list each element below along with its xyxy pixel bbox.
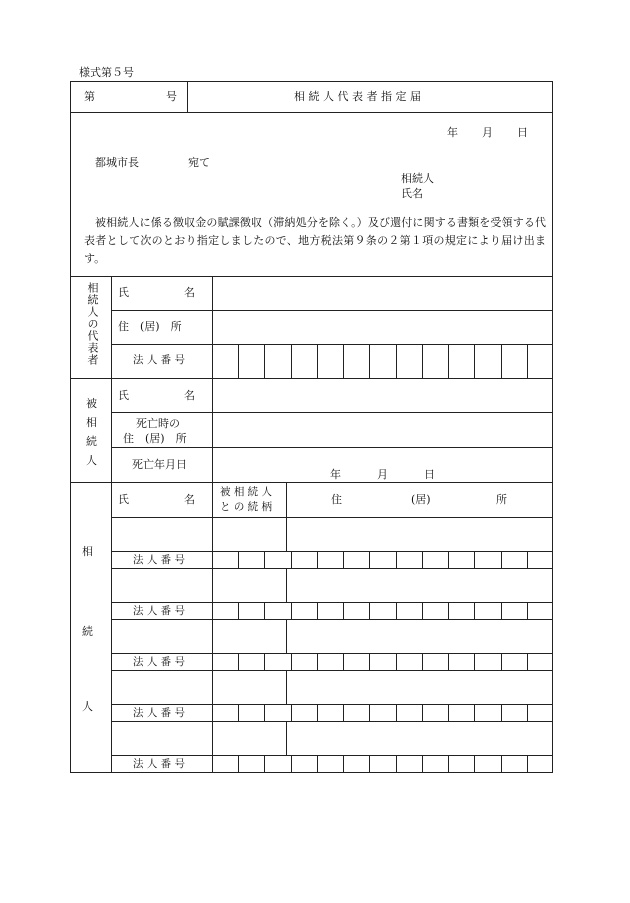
- heir-corp-no-digit-divider: [448, 551, 449, 568]
- heir-corp-no-digit-divider: [238, 551, 239, 568]
- heir-corp-no-digit-divider: [343, 755, 344, 773]
- rep-line-1: [111, 310, 553, 311]
- heir-corp-no-digit-divider: [369, 755, 370, 773]
- heir-address-sho: 所: [496, 493, 507, 506]
- heir-corp-no-label: 法 人 番 号: [133, 656, 186, 668]
- rep-corp-no-label: 法 人 番 号: [133, 354, 186, 366]
- rep-address-label: 住 (居) 所: [118, 320, 182, 333]
- heir-corp-no-digit-divider: [369, 653, 370, 670]
- heir-corp-no-digit-divider: [264, 551, 265, 568]
- heir-corp-no-digit-divider: [422, 602, 423, 619]
- heir-label-2: 続: [82, 625, 93, 638]
- heir-address-kyo: (居): [411, 493, 431, 506]
- heir-corp-no-label: 法 人 番 号: [133, 605, 186, 617]
- applicant-name-label: 氏名: [401, 187, 423, 200]
- heir-entry-relation-divider: [286, 721, 287, 755]
- heir-corp-no-digit-divider: [527, 551, 528, 568]
- heir-corp-line: [111, 670, 553, 671]
- heir-corp-no-digit-divider: [291, 704, 292, 721]
- rep-corp-no-digit-divider: [527, 344, 528, 378]
- heir-corp-no-digit-divider: [291, 551, 292, 568]
- dec-name-label: 氏 名: [118, 389, 195, 402]
- heir-corp-no-digit-divider: [396, 755, 397, 773]
- rep-corp-no-digit-divider: [343, 344, 344, 378]
- dec-death-year: 年: [330, 468, 341, 481]
- heir-relation-header-1: 被 相 続 人: [220, 486, 273, 498]
- heir-corp-no-digit-divider: [291, 755, 292, 773]
- heir-corp-no-digit-divider: [369, 551, 370, 568]
- rep-corp-no-digit-divider: [501, 344, 502, 378]
- rep-section-label: 相続人の代表者: [86, 282, 99, 366]
- heir-label-1: 相: [82, 545, 93, 558]
- heir-corp-no-digit-divider: [527, 704, 528, 721]
- heir-corp-line: [111, 568, 553, 569]
- heir-corp-no-digit-divider: [501, 704, 502, 721]
- heir-corp-no-digit-divider: [238, 704, 239, 721]
- heir-corp-no-digit-divider: [448, 653, 449, 670]
- heir-corp-no-digit-divider: [474, 653, 475, 670]
- header-bottom-line: [70, 112, 553, 113]
- heir-entry-line: [111, 653, 553, 654]
- heir-entry-relation-divider: [286, 517, 287, 551]
- rep-line-2: [111, 344, 553, 345]
- heir-corp-no-digit-divider: [291, 653, 292, 670]
- dec-label-3: 続: [86, 435, 97, 448]
- heir-corp-no-digit-divider: [291, 602, 292, 619]
- heir-corp-no-digit-divider: [501, 602, 502, 619]
- dec-death-day: 日: [424, 468, 435, 481]
- heir-corp-line: [111, 619, 553, 620]
- dec-label-4: 人: [86, 454, 97, 467]
- heir-corp-no-label: 法 人 番 号: [133, 707, 186, 719]
- heir-corp-no-digit-divider: [238, 755, 239, 773]
- heir-entry-relation-divider: [286, 670, 287, 704]
- heir-corp-no-digit-divider: [501, 653, 502, 670]
- heir-corp-no-digit-divider: [238, 653, 239, 670]
- heir-entry-relation-divider: [286, 568, 287, 602]
- heir-entry-line: [111, 551, 553, 552]
- submit-month: 月: [482, 126, 493, 139]
- heir-name-divider: [212, 482, 213, 773]
- heir-name-header: 氏 名: [118, 493, 195, 506]
- rep-corp-no-digit-divider: [291, 344, 292, 378]
- heir-entry-line: [111, 755, 553, 756]
- dec-line-1: [111, 412, 553, 413]
- heir-corp-no-digit-divider: [396, 653, 397, 670]
- dec-line-2: [111, 447, 553, 448]
- heir-corp-no-digit-divider: [264, 653, 265, 670]
- heir-corp-no-digit-divider: [474, 602, 475, 619]
- heir-corp-no-digit-divider: [317, 755, 318, 773]
- heir-corp-no-digit-divider: [448, 704, 449, 721]
- dec-label-1: 被: [86, 397, 97, 410]
- rep-corp-no-digit-divider: [422, 344, 423, 378]
- heir-corp-no-digit-divider: [422, 704, 423, 721]
- section-line-2: [70, 378, 553, 379]
- heir-entry-line: [111, 704, 553, 705]
- heir-corp-no-digit-divider: [369, 602, 370, 619]
- heir-corp-no-label: 法 人 番 号: [133, 758, 186, 770]
- rep-name-label: 氏 名: [118, 286, 195, 299]
- heir-relation-divider: [286, 482, 287, 517]
- heir-corp-no-digit-divider: [343, 602, 344, 619]
- rep-corp-no-digit-divider: [448, 344, 449, 378]
- dec-address-label-1: 死亡時の: [136, 417, 180, 430]
- rep-corp-no-digit-divider: [369, 344, 370, 378]
- heir-corp-no-digit-divider: [238, 602, 239, 619]
- rep-corp-no-digit-divider: [474, 344, 475, 378]
- heir-corp-no-digit-divider: [448, 602, 449, 619]
- heir-corp-no-digit-divider: [501, 551, 502, 568]
- dec-address-label-2: 住 (居) 所: [123, 432, 187, 445]
- form-number: 様式第５号: [79, 66, 134, 79]
- heir-corp-no-digit-divider: [317, 653, 318, 670]
- heir-corp-no-digit-divider: [474, 551, 475, 568]
- rep-corp-no-digit-divider: [396, 344, 397, 378]
- heir-corp-no-digit-divider: [264, 704, 265, 721]
- heir-corp-no-digit-divider: [369, 704, 370, 721]
- submit-day: 日: [517, 126, 528, 139]
- heir-corp-no-digit-divider: [317, 602, 318, 619]
- heir-corp-no-digit-divider: [343, 704, 344, 721]
- heir-corp-no-digit-divider: [422, 755, 423, 773]
- heir-label-3: 人: [82, 700, 93, 713]
- left-label-column-line: [111, 276, 112, 773]
- heir-corp-no-label: 法 人 番 号: [133, 554, 186, 566]
- dec-label-2: 相: [86, 416, 97, 429]
- heir-corp-no-digit-divider: [527, 602, 528, 619]
- heir-corp-no-digit-divider: [396, 602, 397, 619]
- addressee-atesaki: 宛て: [188, 156, 210, 169]
- heir-corp-no-digit-divider: [448, 755, 449, 773]
- heir-corp-no-digit-divider: [527, 653, 528, 670]
- heir-corp-no-digit-divider: [474, 755, 475, 773]
- header-divider: [187, 81, 188, 112]
- heir-corp-line: [111, 721, 553, 722]
- heir-corp-no-digit-divider: [317, 704, 318, 721]
- heir-corp-no-digit-divider: [501, 755, 502, 773]
- heir-corp-no-digit-divider: [317, 551, 318, 568]
- heir-address-ju: 住: [331, 493, 342, 506]
- dec-death-date-label: 死亡年月日: [132, 458, 187, 471]
- submit-year: 年: [447, 126, 458, 139]
- heir-entry-relation-divider: [286, 619, 287, 653]
- heir-corp-no-digit-divider: [422, 551, 423, 568]
- applicant-heir-label: 相続人: [401, 172, 434, 185]
- form-title: 相 続 人 代 表 者 指 定 届: [294, 90, 421, 103]
- dec-death-month: 月: [377, 468, 388, 481]
- heir-corp-no-digit-divider: [396, 551, 397, 568]
- rep-corp-no-digit-divider: [238, 344, 239, 378]
- rep-corp-no-digit-divider: [264, 344, 265, 378]
- heir-corp-no-digit-divider: [527, 755, 528, 773]
- heir-corp-no-digit-divider: [264, 755, 265, 773]
- addressee-mayor: 都城市長: [95, 156, 139, 169]
- heir-corp-no-digit-divider: [343, 551, 344, 568]
- statement-text: 被相続人に係る徴収金の賦課徴収（滞納処分を除く。）及び還付に関する書類を受領する代表者として次のとおり指定しましたので、地方税法第９条の２第１項の規定により届け出ます。: [84, 216, 546, 265]
- heir-corp-no-digit-divider: [474, 704, 475, 721]
- section-line-1: [70, 276, 553, 277]
- section-line-3: [70, 482, 553, 483]
- heir-corp-no-digit-divider: [264, 602, 265, 619]
- heir-header-line: [111, 517, 553, 518]
- header-dai: 第: [84, 90, 95, 103]
- heir-corp-no-digit-divider: [396, 704, 397, 721]
- heir-relation-header-2: と の 続 柄: [220, 501, 273, 513]
- upper-label-divider: [212, 276, 213, 482]
- rep-corp-no-digit-divider: [317, 344, 318, 378]
- heir-corp-no-digit-divider: [422, 653, 423, 670]
- heir-entry-line: [111, 602, 553, 603]
- heir-corp-no-digit-divider: [343, 653, 344, 670]
- header-go: 号: [166, 90, 177, 103]
